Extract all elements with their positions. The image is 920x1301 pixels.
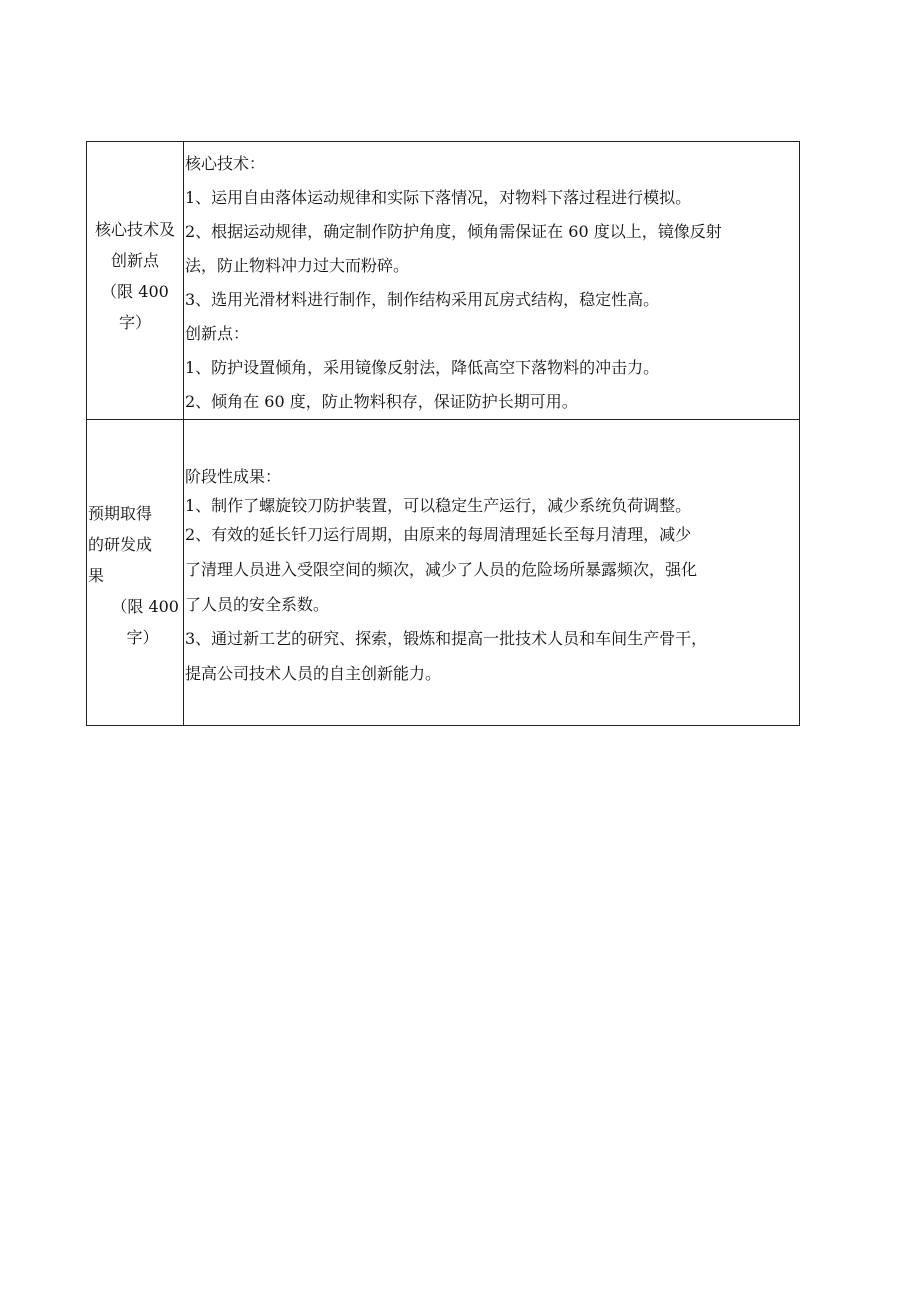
content-line: 了清理人员进入受限空间的频次，减少了人员的危险场所暴露频次，强化: [185, 560, 698, 579]
row-label-line: 字）: [118, 313, 151, 332]
row-label-line: 核心技术及: [94, 220, 175, 239]
row-label-line: 预期取得: [88, 504, 153, 523]
content-cell-expected-results: [184, 420, 800, 726]
table-row-expected-results: [87, 420, 800, 726]
label-cell-core-technology: [87, 142, 184, 420]
row-label-line: 字）: [126, 628, 159, 647]
content-line: 1、运用自由落体运动规律和实际下落情况，对物料下落过程进行模拟。: [185, 188, 692, 207]
section-heading-core-tech: 核心技术：: [185, 154, 266, 173]
content-line: 提高公司技术人员的自主创新能力。: [185, 664, 442, 683]
content-line: 1、制作了螺旋铰刀防护装置，可以稳定生产运行，减少系统负荷调整。: [185, 496, 692, 515]
section-heading-innovation: 创新点：: [185, 324, 250, 343]
table-row-core-technology: [87, 142, 800, 420]
content-line: 2、根据运动规律，确定制作防护角度，倾角需保证在 60 度以上，镜像反射: [185, 222, 722, 241]
content-line: 3、选用光滑材料进行制作，制作结构采用瓦房式结构，稳定性高。: [185, 290, 660, 309]
row-label-line: 的研发成: [88, 535, 153, 554]
section-heading-stage-results: 阶段性成果：: [185, 467, 282, 486]
project-form-table: [86, 141, 800, 726]
content-cell-core-technology: [184, 142, 800, 420]
content-line: 1、防护设置倾角，采用镜像反射法，降低高空下落物料的冲击力。: [185, 358, 660, 377]
row-label-line: （限 400: [111, 597, 179, 616]
content-line: 2、有效的延长钎刀运行周期，由原来的每周清理延长至每月清理，减少: [185, 525, 692, 544]
content-line: 了人员的安全系数。: [185, 595, 330, 614]
content-line: 2、倾角在 60 度，防止物料积存，保证防护长期可用。: [185, 392, 578, 411]
row-label-line: 果: [88, 566, 105, 585]
label-cell-expected-results: [87, 420, 184, 726]
content-line: 法，防止物料冲力过大而粉碎。: [185, 256, 410, 275]
row-label-line: （限 400: [101, 282, 169, 301]
row-label-line: 创新点: [110, 251, 159, 270]
content-line: 3、通过新工艺的研究、探索，锻炼和提高一批技术人员和车间生产骨干，: [185, 629, 708, 648]
